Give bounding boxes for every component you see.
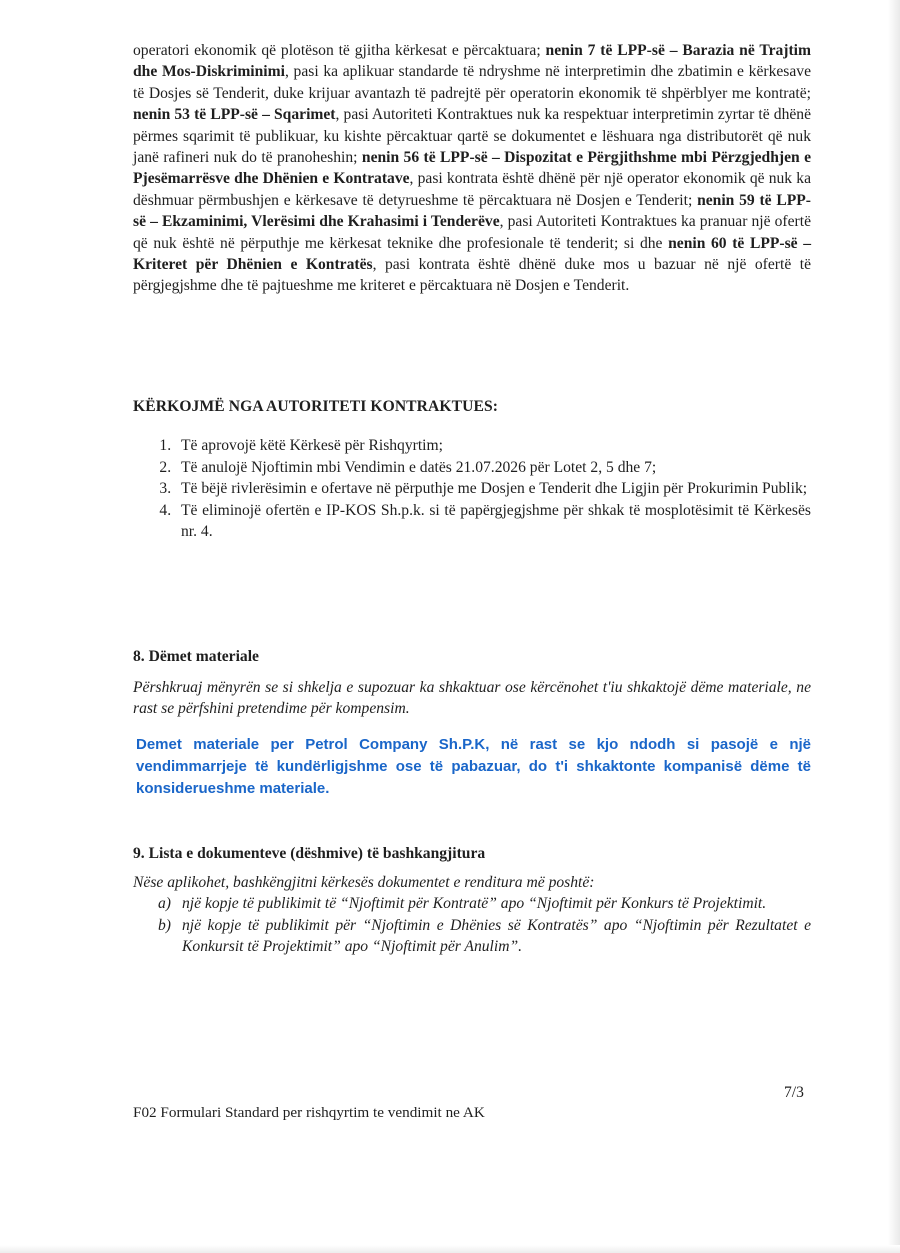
attachment-label: b) <box>158 916 171 934</box>
demands-list <box>133 435 811 542</box>
section-9-heading: 9. Lista e dokumenteve (dëshmive) të bashkangjitura <box>133 844 486 862</box>
section-8-heading: 8. Dëmet materiale <box>133 648 259 666</box>
legal-articles-paragraph <box>133 40 811 297</box>
law-article-reference: nenin 56 të LPP-së – Dispozitat e Përgjithshme mbi Përzgjedhjen e Pjesëmarrësve dhe Dhënien e Kontratave <box>133 149 811 188</box>
document-body <box>133 40 811 958</box>
attachment-text: një kopje të publikimit për “Njoftimin e Dhënies së Kontratës” apo “Njoftimin për Rezultatet e Konkursit të Projektimit” apo “Njoftimit për Anulim”. <box>182 916 811 956</box>
attachment-item <box>158 893 811 914</box>
demand-item: 4. Të eliminojë ofertën e IP-KOS Sh.p.k. si të papërgjegjshme për shkak të mosplotësimit të Kërkesës nr. 4. <box>175 500 811 543</box>
section-9-intro: Nëse aplikohet, bashkëngjitni kërkesës dokumentet e renditura më poshtë: <box>133 873 595 891</box>
section-8-instructions: Përshkruaj mënyrën se si shkelja e supozuar ka shkaktuar ose kërcënohet t'iu shkaktojë dëme materiale, ne rast se përfshini pretendime për kompensim. <box>133 678 811 718</box>
paragraph-text: , pasi kontrata është dhënë për një operator ekonomik që nuk ka dëshmuar përmbushjen e kërkesave të detyrueshme të përcaktuara në Dosjen e Tenderit; <box>133 170 812 209</box>
law-article-reference: nenin 59 të LPP-së – Ekzaminimi, Vlerësimi dhe Krahasimi i Tenderëve <box>133 191 811 231</box>
demand-item: 2. Të anulojë Njoftimin mbi Vendimin e datës 21.07.2026 për Lotet 2, 5 dhe 7; <box>175 457 811 478</box>
section-8-answer: Demet materiale per Petrol Company Sh.P.K, në rast se kjo ndodh si pasojë e një vendimmarrjeje të kundërligjshme ose të pabazuar, do t'i shkaktonte kompanisë dëme të konsiderueshme materiale. <box>136 735 811 797</box>
page-number: 7/3 <box>784 1084 804 1101</box>
paragraph-text: , pasi Autoriteti Kontraktues nuk ka respektuar interpretimin zyrtar të dhënë përmes sqarimit të publikuar, ku kishte përcaktuar qartë se dokumentet e lëshuara nga distributorët që nuk janë rafineri nuk do të pranoheshin; <box>133 106 812 167</box>
page-bottom-shadow <box>0 1245 900 1253</box>
paragraph-text: , pasi ka aplikuar standarde të ndryshme në interpretimin dhe zbatimin e kërkesave të Dosjes së Tenderit, duke krijuar avantazh të padrejtë për operatorin ekonomik të shpërblyer me kontratë; <box>133 63 811 102</box>
law-article-reference: nenin 60 të LPP-së – Kriteret për Dhënien e Kontratës <box>133 234 811 274</box>
page-edge-shadow <box>888 0 900 1253</box>
paragraph-text: , pasi Autoriteti Kontraktues ka pranuar një ofertë që nuk është në përputhje me kërkesat teknike dhe profesionale të tenderit; si dhe <box>133 213 811 252</box>
paragraph-text: , pasi kontrata është dhënë duke mos u bazuar në një ofertë të përgjegjshme dhe të pajtueshme me kriteret e përcaktuara në Dosjen e Tenderit. <box>133 256 811 295</box>
demand-item: 3. Të bëjë rivlerësimin e ofertave në përputhje me Dosjen e Tenderit dhe Ligjin për Prokurimin Publik; <box>175 478 811 499</box>
form-footer: F02 Formulari Standard per rishqyrtim te vendimit ne AK <box>133 1104 485 1121</box>
attachment-label: a) <box>158 895 171 913</box>
law-article-reference: nenin 7 të LPP-së – Barazia në Trajtim dhe Mos-Diskriminimi <box>133 42 811 81</box>
attachment-item <box>158 915 811 958</box>
law-article-reference: nenin 53 të LPP-së – Sqarimet <box>133 106 336 124</box>
attachments-list <box>133 893 811 957</box>
paragraph-text: operatori ekonomik që plotëson të gjitha kërkesat e përcaktuara; <box>133 42 546 59</box>
demand-item: 1. Të aprovojë këtë Kërkesë për Rishqyrtim; <box>175 435 811 456</box>
attachment-text: një kopje të publikimit të “Njoftimit për Kontratë” apo “Njoftimit për Konkurs të Projektimit. <box>182 895 767 913</box>
demands-heading: KËRKOJMË NGA AUTORITETI KONTRAKTUES: <box>133 397 499 415</box>
